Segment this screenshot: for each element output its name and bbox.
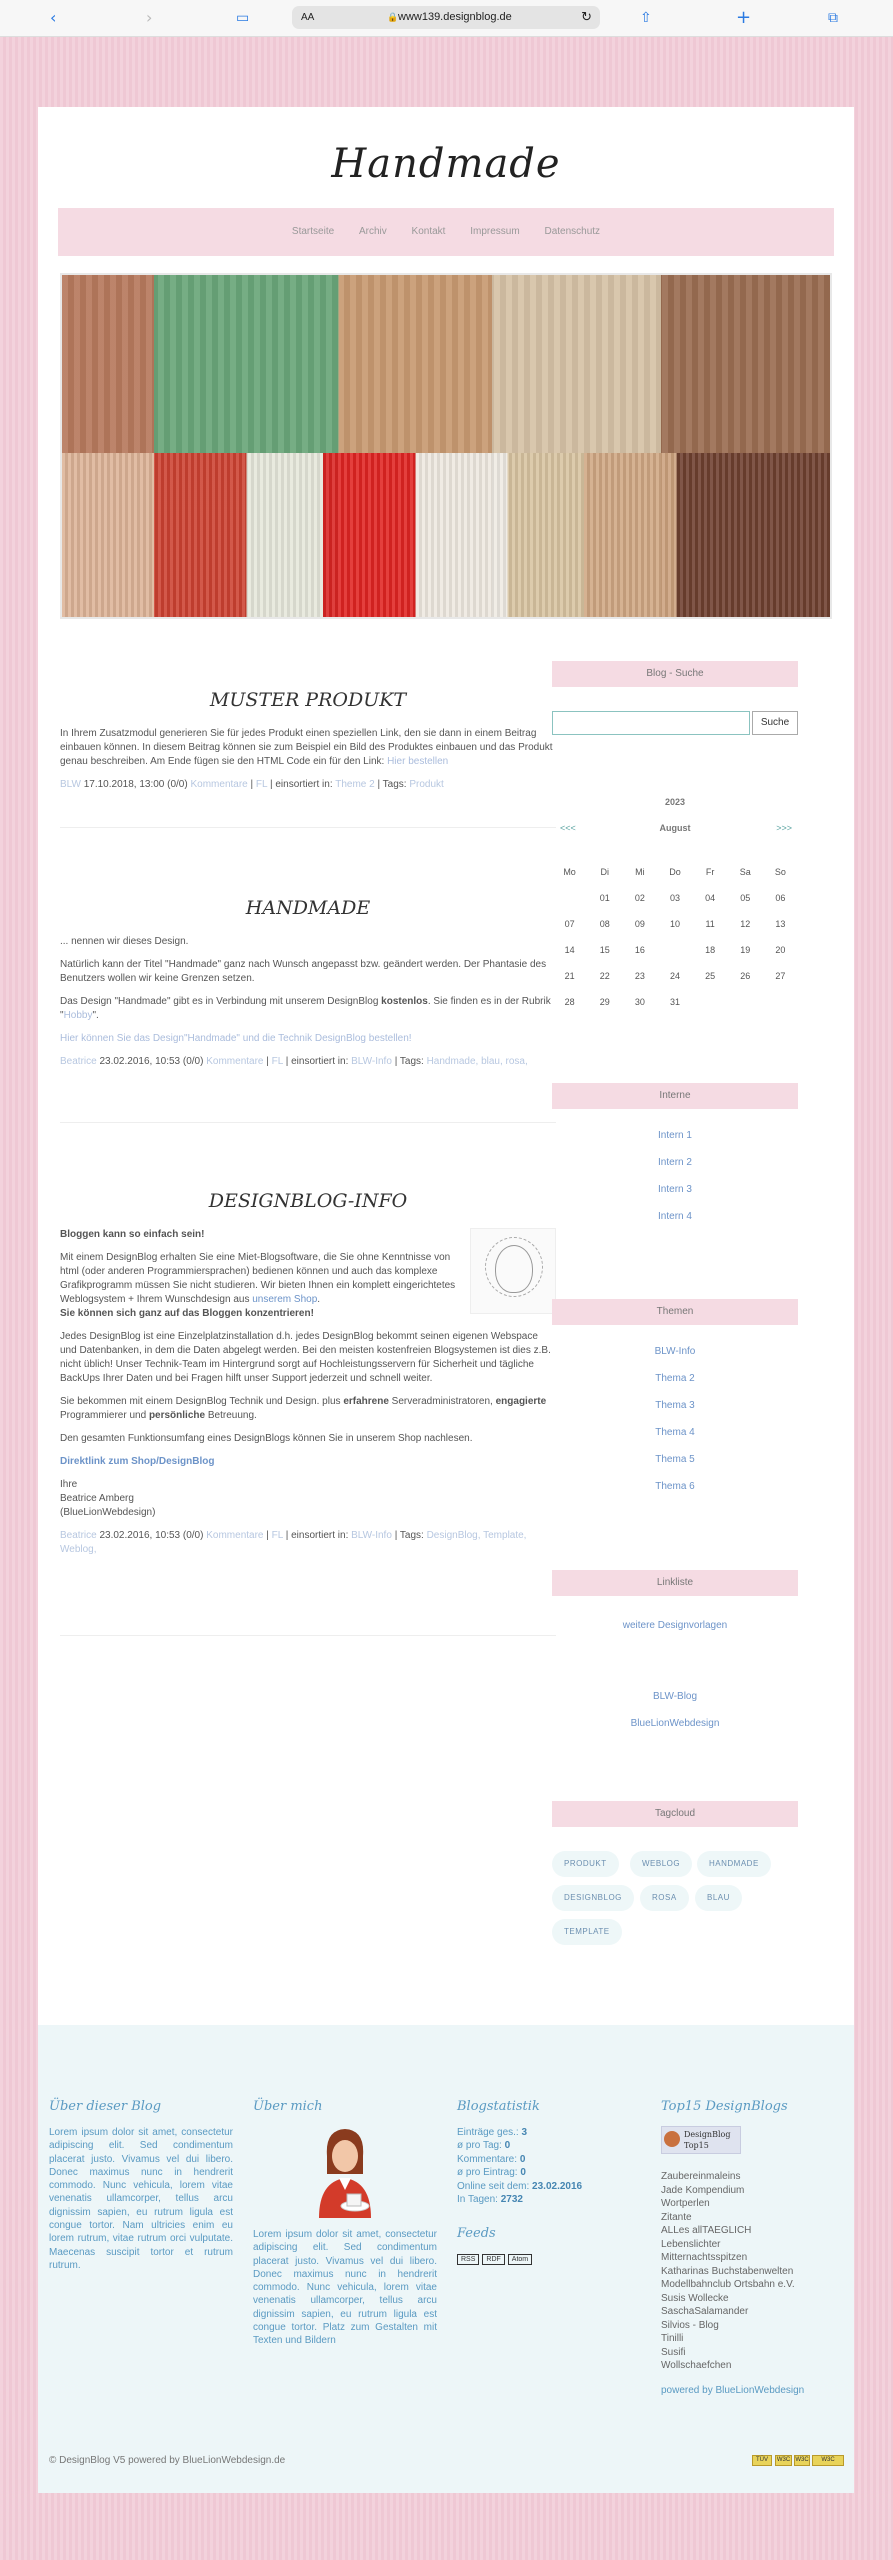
address-bar[interactable] (292, 6, 600, 29)
footer-heading: Über dieser Blog (49, 2099, 162, 2114)
footer-heading: Über mich (253, 2099, 323, 2114)
search-button[interactable]: Suche (752, 711, 798, 735)
day-cell: 25 (705, 971, 716, 981)
tags-label: | Tags: (377, 779, 407, 790)
day-cell: 10 (669, 919, 680, 929)
post-bold: engagierte (495, 1396, 547, 1407)
stat-row (457, 2126, 641, 2139)
browser-toolbar (0, 0, 893, 37)
category-link[interactable]: BLW-Info (351, 1056, 392, 1067)
comment-count: (0/0) (182, 1530, 204, 1541)
weekday: Fr (705, 867, 715, 877)
tag-pill[interactable]: PRODUKT (552, 1851, 619, 1877)
top15-list (661, 2170, 845, 2373)
comment-count: (0/0) (182, 1056, 204, 1067)
post-body: In Ihrem Zusatzmodul generieren Sie für jedes Produkt einen speziellen Link, den sie dann in einem Beitrag einbauen können. In diesem Beitrag können sie zum Beispiel ein Bild des Produktes einbauen und das Produkt genau beschreiben. Am Ende fügen sie den HTML Code ein für den Link: (60, 728, 553, 767)
tag-pill[interactable]: DESIGNBLOG (552, 1885, 634, 1911)
forward-icon[interactable]: › (146, 8, 153, 27)
week-row (552, 911, 798, 937)
day-cell-today: 17 (669, 945, 680, 955)
stat-label: Kommentare: (457, 2153, 518, 2165)
top15-logo[interactable] (661, 2126, 741, 2154)
weekday: Do (669, 867, 681, 877)
hobby-link[interactable]: Hobby (63, 1010, 93, 1021)
stat-label: Einträge ges.: (457, 2127, 519, 2138)
category-label: | einsortiert in: (285, 1056, 349, 1067)
signature-name: Beatrice Amberg (60, 1493, 134, 1504)
top15-item[interactable]: Zaubereinmaleins (661, 2171, 741, 2182)
tag-pill[interactable]: WEBLOG (630, 1851, 692, 1877)
shop-link[interactable]: unserem Shop (252, 1294, 318, 1305)
week-row (552, 885, 798, 911)
post-intro: ... nennen wir dieses Design. (60, 936, 189, 947)
widget-title: Interne (552, 1083, 798, 1109)
post-divider (60, 1635, 556, 1636)
stat-value: 3 (521, 2127, 528, 2138)
tag-link[interactable]: DesignBlog, (426, 1530, 481, 1541)
tagcloud-widget (552, 1801, 798, 1827)
post-title[interactable]: HANDMADE (245, 897, 371, 919)
footer-heading: Blogstatistik (457, 2099, 540, 2114)
tags-label: | Tags: (394, 1530, 424, 1541)
nav-item-kontakt[interactable]: Kontakt (411, 226, 446, 237)
day-cell: 22 (599, 971, 610, 981)
category-link[interactable]: Theme 2 (335, 779, 375, 790)
nav-item-datenschutz[interactable]: Datenschutz (544, 226, 601, 237)
prev-month-link[interactable]: <<< (560, 823, 576, 833)
comments-link[interactable]: Kommentare (206, 1056, 264, 1067)
fl-link[interactable]: FL (271, 1056, 283, 1067)
theme-link[interactable]: Thema 5 (655, 1454, 695, 1465)
day-cell: 04 (705, 893, 716, 903)
footer-heading: Feeds (457, 2226, 496, 2242)
category-link[interactable]: BLW-Info (351, 1530, 392, 1541)
stat-label: ø pro Tag: (457, 2140, 502, 2152)
calendar-year: 2023 (664, 797, 686, 807)
tags-label: | Tags: (394, 1056, 424, 1067)
tabs-icon[interactable]: ⧉ (828, 10, 838, 26)
stat-row (457, 2139, 641, 2152)
stat-label: Online seit dem: (457, 2180, 530, 2192)
new-tab-icon[interactable]: + (736, 7, 752, 28)
post-handmade (60, 897, 556, 1069)
linkliste-widget (552, 1570, 798, 1737)
day-cell: 18 (705, 945, 716, 955)
theme-link[interactable]: Thema 4 (655, 1427, 695, 1438)
stat-list (457, 2126, 641, 2206)
weekday: Mo (563, 867, 576, 877)
top15-item[interactable]: Susifi (661, 2346, 686, 2358)
post-bold-line: Sie können sich ganz auf das Bloggen konzentrieren! (60, 1308, 314, 1319)
week-row (552, 963, 798, 989)
day-cell: 01 (599, 893, 610, 903)
main-nav (58, 208, 834, 256)
day-cell: 26 (740, 971, 751, 981)
day-cell (693, 989, 728, 1015)
top15-item[interactable]: Silvios - Blog (661, 2319, 719, 2331)
widget-title: Linkliste (552, 1570, 798, 1596)
theme-link[interactable]: Thema 6 (655, 1481, 695, 1492)
footer-top15 (661, 2099, 845, 2396)
top15-item[interactable]: Mitternachtsspitzen (661, 2252, 748, 2263)
post-text: Programmierer und (60, 1410, 147, 1421)
post-meta: BLW 17.10.2018, 13:00 (0/0) Kommentare | FL | einsortiert in: Theme 2 | Tags: Produkt (60, 779, 444, 790)
stat-value: 0 (520, 2167, 526, 2179)
weekday-row (552, 859, 798, 885)
page-container (38, 107, 854, 2026)
intern-link[interactable]: Intern 3 (658, 1184, 692, 1195)
feed-badges (457, 2253, 641, 2265)
day-cell (763, 989, 798, 1015)
link-spacer (552, 1639, 798, 1683)
theme-link[interactable]: Thema 3 (655, 1400, 695, 1411)
top15-item[interactable]: Tinilli (661, 2333, 684, 2344)
post-bold: erfahrene (343, 1396, 389, 1407)
post-date: 17.10.2018, 13:00 (83, 779, 165, 790)
day-cell (728, 989, 763, 1015)
search-widget-head (552, 661, 798, 687)
day-cell: 09 (634, 919, 645, 929)
post-text: Betreuung. (207, 1410, 257, 1421)
day-cell (552, 885, 587, 911)
category-label: | einsortiert in: (269, 779, 333, 790)
stat-label: In Tagen: (457, 2194, 498, 2206)
signature-line: Ihre (60, 1479, 78, 1490)
theme-link[interactable]: Thema 2 (655, 1373, 695, 1384)
calendar-grid (552, 859, 798, 1015)
day-cell: 16 (634, 945, 645, 955)
search-form (552, 711, 798, 735)
day-cell: 19 (740, 945, 751, 955)
weekday: Di (600, 867, 609, 877)
post-text: Serveradministratoren, (391, 1396, 493, 1407)
day-cell: 13 (775, 919, 786, 929)
fl-link[interactable]: FL (271, 1530, 283, 1541)
reload-icon[interactable]: ↻ (581, 10, 592, 25)
signature-company: (BlueLionWebdesign) (60, 1507, 156, 1518)
link-item[interactable]: BlueLionWebdesign (630, 1718, 720, 1729)
tag-link[interactable]: Template, (483, 1530, 527, 1541)
day-cell: 21 (564, 971, 575, 981)
tag-link[interactable]: Produkt (409, 779, 444, 790)
stat-row (457, 2180, 641, 2193)
shop-direct-link[interactable]: Direktlink zum Shop/DesignBlog (60, 1456, 215, 1467)
intern-link[interactable]: Intern 4 (658, 1211, 692, 1222)
widget-title: Tagcloud (552, 1801, 798, 1827)
person-avatar-icon (253, 2126, 437, 2222)
search-input[interactable] (552, 711, 750, 735)
post-paragraph: Jedes DesignBlog ist eine Einzelplatzinstallation d.h. jedes DesignBlog bekommt seinen eigenen Webspace und Datenbanken, in dem die Daten abgelegt werden. Bei den meisten kostenfreien Blogsystemen ist dies z.B. nicht üblich! Unser Technik-Team im Hintergrund sorgt auf Hochleistungsservern für Sicherheit und tägliche BackUps Ihrer Daten und bei Fragen hilft unser Support jederzeit und schnell weiter. (60, 1331, 551, 1384)
lock-icon: 🔒 (387, 12, 399, 22)
day-cell: 28 (564, 997, 575, 1007)
post-title[interactable]: DESIGNBLOG-INFO (208, 1190, 408, 1212)
tag-link[interactable]: rosa, (505, 1056, 528, 1067)
day-cell: 07 (564, 919, 575, 929)
category-label: | einsortiert in: (285, 1530, 349, 1541)
author-link[interactable]: Beatrice (60, 1530, 97, 1541)
top15-item[interactable]: Jade Kompendium (661, 2184, 745, 2196)
day-cell: 27 (775, 971, 786, 981)
stat-value: 0 (519, 2153, 526, 2165)
post-meta: Beatrice 23.02.2016, 10:53 (0/0) Kommentare | FL | einsortiert in: BLW-Info | Tags: Handmade, blau, rosa, (60, 1056, 528, 1067)
post-bold: persönliche (148, 1410, 206, 1421)
url-text[interactable]: www139.designblog.de (398, 11, 512, 23)
tag-cloud (552, 1851, 798, 1951)
nav-item-archiv[interactable]: Archiv (358, 226, 387, 237)
day-cell: 06 (775, 893, 786, 903)
stat-value: 2732 (500, 2194, 523, 2206)
author-sketch-image (470, 1228, 556, 1314)
comments-link[interactable]: Kommentare (190, 779, 248, 790)
link-item[interactable]: BLW-Blog (652, 1691, 698, 1702)
post-date: 23.02.2016, 10:53 (99, 1530, 181, 1541)
tag-pill[interactable]: HANDMADE (697, 1851, 771, 1877)
stat-label: ø pro Eintrag: (457, 2167, 518, 2179)
day-cell: 11 (705, 919, 715, 929)
atom-feed-button[interactable]: Atom (508, 2254, 532, 2265)
calendar-month: August (659, 823, 691, 833)
w3c-badge: W3C (812, 2455, 844, 2466)
themen-widget (552, 1299, 798, 1500)
day-cell: 02 (634, 893, 645, 903)
tag-link[interactable]: Handmade, (426, 1056, 479, 1067)
link-item[interactable]: weitere Designvorlagen (622, 1620, 728, 1631)
top15-logo-text: DesignBlog Top15 (684, 2130, 731, 2150)
footer-about (49, 2099, 233, 2272)
day-cell: 14 (564, 945, 575, 955)
nav-item-startseite[interactable]: Startseite (291, 226, 335, 237)
top15-item[interactable]: Wortperlen (661, 2198, 710, 2209)
top15-item[interactable]: ALLes allTAEGLICH (661, 2225, 752, 2236)
intern-link[interactable]: Intern 2 (658, 1157, 692, 1168)
fl-link[interactable]: FL (255, 779, 268, 790)
footer-about-text: Lorem ipsum dolor sit amet, consectetur adipiscing elit. Sed condimentum placerat justo. Vivamus vel dui libero. Donec maximus nunc in hendrerit commodo. Nunc vehicula, lorem vitae venenatis ullamcorper, tellus arcu dignissim sapien, eu rutrum ligula est congue tortor. Nam ultricies enim eu lorem rutrum, vitae rutrum orci vulputate. Maecenas suscipit tortor et rutrum rutrum. (49, 2127, 233, 2271)
face-icon (664, 2131, 680, 2147)
order-design-link[interactable]: Hier können Sie das Design"Handmade" und die Technik DesignBlog bestellen! (60, 1033, 412, 1044)
w3c-badge: W3C (794, 2455, 810, 2466)
day-cell: 29 (599, 997, 610, 1007)
powered-by-link[interactable]: powered by BlueLionWebdesign (661, 2384, 805, 2396)
day-cell: 15 (599, 945, 610, 955)
tag-pill[interactable]: TEMPLATE (552, 1919, 622, 1945)
stat-row (457, 2193, 641, 2206)
bookmarks-icon[interactable]: ▭ (236, 10, 250, 26)
widget-title: Themen (552, 1299, 798, 1325)
post-paragraph-end: ". (92, 1010, 99, 1021)
tag-link[interactable]: Weblog, (60, 1544, 97, 1555)
weekday: Sa (739, 867, 751, 877)
post-paragraph: Den gesamten Funktionsumfang eines DesignBlogs können Sie in unserem Shop nachlesen. (60, 1433, 473, 1444)
comment-count: (0/0) (167, 779, 188, 790)
widget-title: Blog - Suche (552, 661, 798, 687)
order-link[interactable]: Hier bestellen (387, 756, 449, 767)
post-paragraph: Das Design "Handmade" gibt es in Verbindung mit unserem DesignBlog (60, 996, 379, 1007)
kostenlos-text: kostenlos (381, 996, 428, 1007)
top15-item[interactable]: Zitante (661, 2211, 692, 2223)
top15-item[interactable]: SaschaSalamander (661, 2306, 749, 2317)
top15-item[interactable]: Katharinas Buchstabenwelten (661, 2265, 794, 2277)
day-cell: 24 (669, 971, 680, 981)
day-cell: 23 (634, 971, 645, 981)
author-link[interactable]: Beatrice (60, 1056, 97, 1067)
text-size-button[interactable]: AA (301, 12, 315, 23)
week-row (552, 989, 798, 1015)
stat-row (457, 2166, 641, 2179)
post-divider (60, 827, 556, 828)
top15-item[interactable]: Lebenslichter (661, 2238, 721, 2250)
theme-link[interactable]: BLW-Info (654, 1346, 696, 1357)
tag-pill[interactable]: ROSA (640, 1885, 689, 1911)
post-designblog-info: DESIGNBLOG-INFO Bloggen kann so einfach sein! Mit einem DesignBlog erhalten Sie eine Miet-Blogsoftware, die Sie ohne Kenntnisse von html (oder anderen Programmiersprachen) bedienen können und auch das komplexe Grafikprogramm müssen Sie nicht studieren. Wir bieten Ihnen ein komplett eingerichtetes Weblogsystem + Ihrem Wunschdesign aus unserem Shop. Sie können sich ganz auf das Bloggen konzentrieren! Jedes DesignBlog ist eine Einzelplatzinstallation d.h. jedes DesignBlog bekommt seinen eigenen Webspace und Datenbanken, in dem die Daten abgelegt werden. Bei den meisten kostenfreien Blogsystemen ist dies z.B. nicht üblich! Unser Technik-Team im Hintergrund sorgt auf Hochleistungsservern für Sicherheit und tägliche BackUps Ihrer Daten und bei Fragen hilft unser Support jederzeit und schnell weiter. Sie bekommen mit einem DesignBlog Technik und Design. plus erfahrene Serveradministratoren, engagierte Programmierer und persönliche Betreuung. Den gesamten Funktionsumfang eines DesignBlogs können Sie in unserem Shop nachlesen. Direktlink zum Shop/DesignBlog Ihre Beatrice Amberg (BlueLionWebdesign) Beatrice 23.02.2016, 10:53 (0/0) Kommentare | FL | einsortiert in: BLW-Info | Tags: DesignBlog, Template, Weblog, (60, 1190, 556, 1557)
day-cell: 30 (634, 997, 645, 1007)
footer-about-me-text: Lorem ipsum dolor sit amet, consectetur adipiscing elit. Sed condimentum placerat justo. Vivamus vel dui libero. Donec maximus nunc in hendrerit commodo. Nunc vehicula, lorem vitae venenatis ullamcorper, tellus arcu dignissim sapien, eu rutrum ligula est congue tortor. Platz zum Gestalten mit Texten und Bildern (253, 2229, 437, 2347)
tag-pill[interactable]: BLAU (695, 1885, 742, 1911)
post-paragraph: Natürlich kann der Titel "Handmade" ganz nach Wunsch angepasst bzw. geändert werden. Der Phantasie des Benutzers wollen wir keine Grenzen setzen. (60, 959, 547, 984)
weekday: So (774, 867, 786, 877)
w3c-badge: W3C (775, 2455, 792, 2466)
day-cell: 20 (775, 945, 786, 955)
week-row (552, 937, 798, 963)
day-cell: 12 (740, 919, 751, 929)
post-lead: Bloggen kann so einfach sein! (60, 1229, 205, 1240)
comments-link[interactable]: Kommentare (206, 1530, 264, 1541)
day-cell: 03 (669, 893, 680, 903)
nav-item-impressum[interactable]: Impressum (470, 226, 520, 237)
day-cell: 31 (669, 997, 680, 1007)
top15-item[interactable]: Modellbahnclub Ortsbahn e.V. (661, 2279, 795, 2290)
post-divider (60, 1122, 556, 1123)
post-text: Sie bekommen mit einem DesignBlog Technik und Design. plus (60, 1396, 341, 1407)
copyright-text: © DesignBlog V5 powered by BlueLionWebdesign.de (49, 2455, 286, 2466)
next-month-link[interactable]: >>> (776, 823, 792, 833)
stat-value: 23.02.2016 (532, 2180, 583, 2192)
share-icon[interactable]: ⇧ (640, 10, 652, 26)
top15-item[interactable]: Susis Wollecke (661, 2292, 729, 2304)
top15-item[interactable]: Wollschaefchen (661, 2360, 732, 2371)
header-banner-image (60, 273, 832, 619)
stat-value: 0 (504, 2140, 511, 2152)
tag-link[interactable]: blau, (481, 1056, 503, 1067)
post-paragraph: Mit einem DesignBlog erhalten Sie eine Miet-Blogsoftware, die Sie ohne Kenntnisse von html (oder anderen Programmiersprachen) bedienen können und auch das komplexe Grafikprogramm müssen Sie nicht studieren. Wir bieten Ihnen ein komplett eingerichtetes Weblogsystem + Ihrem Wunschdesign aus (60, 1252, 456, 1305)
author-link[interactable]: BLW (60, 779, 81, 790)
stat-row (457, 2153, 641, 2166)
post-date: 23.02.2016, 10:53 (99, 1056, 181, 1067)
site-logo[interactable]: Handmade (331, 141, 561, 187)
footer-about-me (253, 2099, 437, 2348)
weekday: Mi (635, 867, 645, 877)
calendar-widget (552, 797, 798, 1017)
tuv-badge: TÜV (752, 2455, 772, 2466)
footer-heading: Top15 DesignBlogs (661, 2099, 788, 2114)
day-cell: 05 (740, 893, 751, 903)
back-icon[interactable]: ‹ (50, 8, 57, 27)
post-meta: Beatrice 23.02.2016, 10:53 (0/0) Kommentare | FL | einsortiert in: BLW-Info | Tags: DesignBlog, Template, Weblog, (60, 1530, 527, 1555)
post-paragraph-cont: . Sie finden es in der Rubrik " (60, 996, 551, 1021)
footer-stats (457, 2099, 641, 2265)
post-muster-produkt (60, 689, 556, 792)
day-cell: 08 (599, 919, 610, 929)
rss-feed-button[interactable]: RSS (457, 2254, 479, 2265)
post-title[interactable]: MUSTER PRODUKT (209, 689, 407, 711)
intern-link[interactable]: Intern 1 (658, 1130, 692, 1141)
intern-widget (552, 1083, 798, 1230)
rdf-feed-button[interactable]: RDF (482, 2254, 504, 2265)
